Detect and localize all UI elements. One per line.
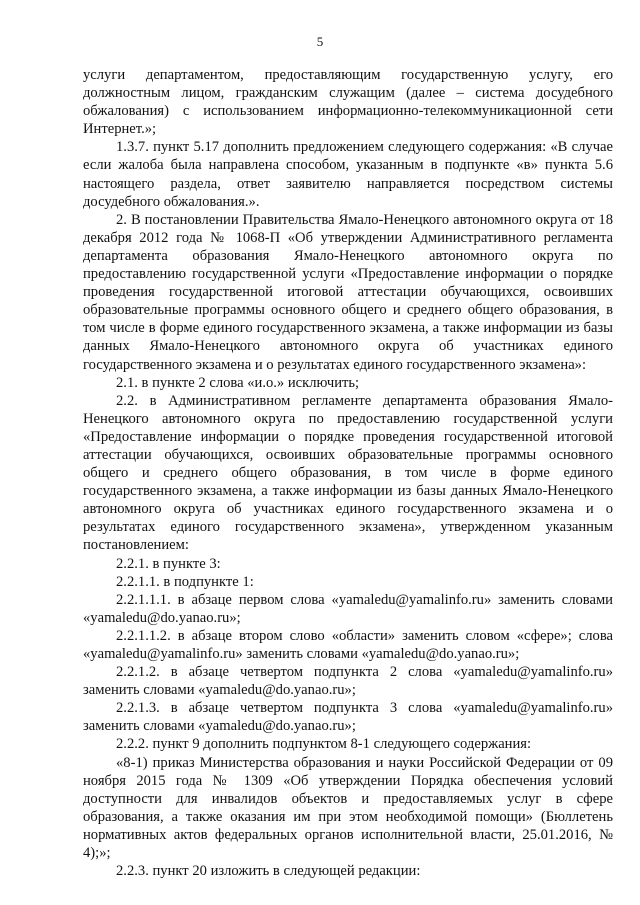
paragraph-2-1: 2.1. в пункте 2 слова «и.о.» исключить; <box>116 374 360 391</box>
document-body <box>83 66 613 880</box>
paragraph-continuation: услуги департаментом, предоставляющим государственную услугу, его должностным лицом, гражданским служащим (далее – система досудебного обжалования) с использованием информационно-телекоммуникационной сети Интернет.»; <box>83 67 613 138</box>
paragraph-2-2-1-1-1: 2.2.1.1.1. в абзаце первом слова «yamaledu@yamalinfo.ru» заменить словами «yamaledu@do.yanao.ru»; <box>83 591 613 626</box>
paragraph-2: 2. В постановлении Правительства Ямало-Ненецкого автономного округа от 18 декабря 2012 года № 1068-П «Об утверждении Административного регламента департамента образования Ямало-Ненецкого автономного округа по предоставлению государственной услуги «Предоставление информации о порядке проведения государственной итоговой аттестации обучающихся, освоивших образовательные программы основного общего и среднего общего образования, в том числе в форме единого государственного экзамена, а также информации из базы данных Ямало-Ненецкого автономного округа об участниках единого государственного экзамена и о результатах единого государственного экзамена»: <box>83 211 613 373</box>
paragraph-2-2-3: 2.2.3. пункт 20 изложить в следующей редакции: <box>116 863 421 880</box>
paragraph-2-2-1: 2.2.1. в пункте 3: <box>116 555 221 572</box>
paragraph-8-1-quote: «8-1) приказ Министерства образования и науки Российской Федерации от 09 ноября 2015 года № 1309 «Об утверждении Порядка обеспечения условий доступности для инвалидов объектов и предоставляемых услуг в сфере образования, а также оказания им при этом необходимой помощи» (Бюллетень нормативных актов федеральных органов исполнительной власти, 25.01.2016, № 4);»; <box>83 754 613 862</box>
paragraph-1-3-7: 1.3.7. пункт 5.17 дополнить предложением следующего содержания: «В случае если жалоба была направлена способом, указанным в подпункте «в» пункта 5.6 настоящего раздела, ответ заявителю направляется посредством системы досудебного обжалования.». <box>83 139 613 210</box>
paragraph-2-2-1-3: 2.2.1.3. в абзаце четвертом подпункта 3 слова «yamaledu@yamalinfo.ru» заменить словами «yamaledu@do.yanao.ru»; <box>83 700 613 735</box>
paragraph-2-2: 2.2. в Административном регламенте департамента образования Ямало-Ненецкого автономного округа по предоставлению государственной услуги «Предоставление информации о порядке проведения государственной итоговой аттестации обучающихся, освоивших образовательные программы основного общего и среднего общего образования, в том числе в форме единого государственного экзамена, а также информации из базы данных Ямало-Ненецкого автономного округа об участниках единого государственного экзамена и о результатах единого государственного экзамена», утвержденном указанным постановлением: <box>83 392 613 554</box>
paragraph-2-2-1-1: 2.2.1.1. в подпункте 1: <box>116 573 254 590</box>
paragraph-2-2-1-2: 2.2.1.2. в абзаце четвертом подпункта 2 слова «yamaledu@yamalinfo.ru» заменить словами «yamaledu@do.yanao.ru»; <box>83 664 613 699</box>
paragraph-2-2-2: 2.2.2. пункт 9 дополнить подпунктом 8-1 следующего содержания: <box>116 736 532 753</box>
page-number: 5 <box>316 34 324 49</box>
paragraph-2-2-1-1-2: 2.2.1.1.2. в абзаце втором слово «области» заменить словом «сфере»; слова «yamaledu@yamalinfo.ru» заменить словами «yamaledu@do.yanao.ru»; <box>83 627 613 662</box>
